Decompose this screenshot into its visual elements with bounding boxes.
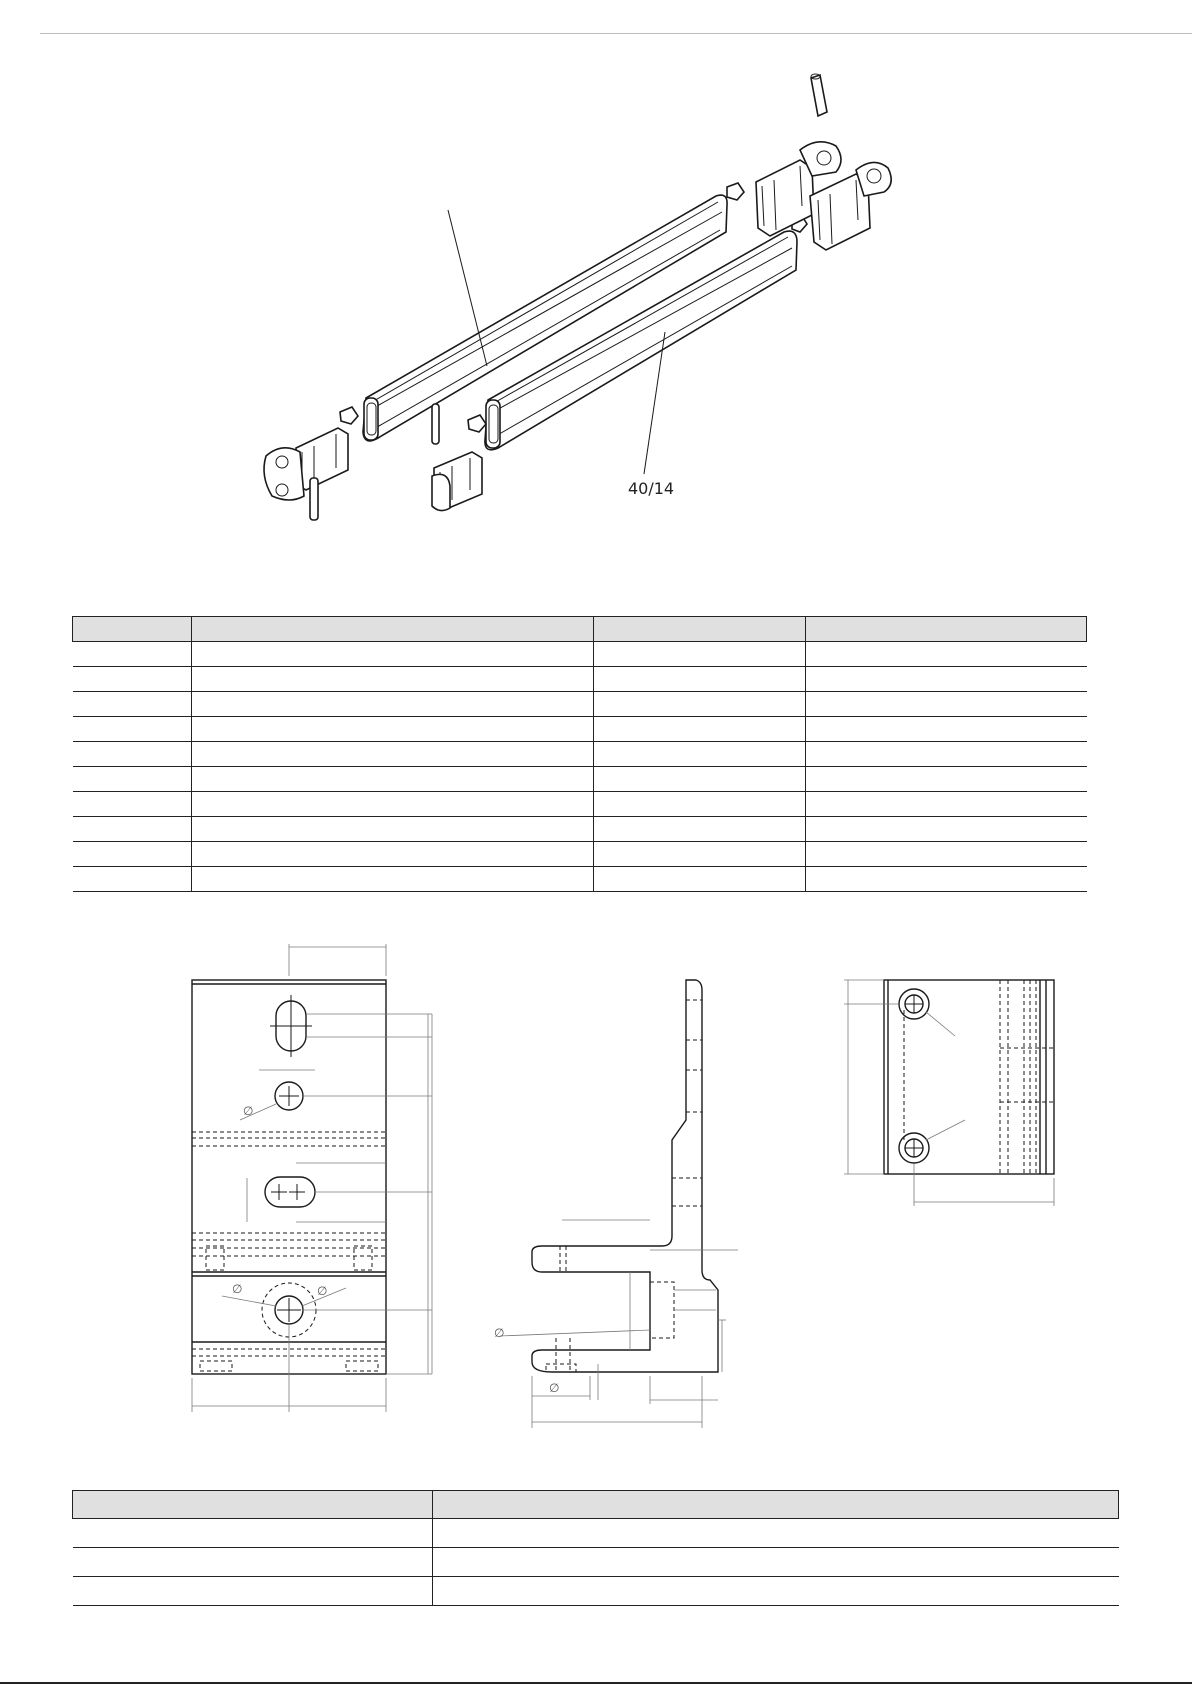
diameter-symbol: ∅	[243, 1104, 254, 1118]
table-cell	[73, 1519, 433, 1548]
callout-lower-arm: 40/14	[628, 479, 675, 498]
spec-table	[72, 1490, 1119, 1606]
diameter-symbol: ∅	[232, 1282, 243, 1296]
table-cell	[433, 1577, 1119, 1606]
bracket-top-view	[844, 980, 1054, 1206]
table-row	[73, 1577, 1119, 1606]
spec-table-header	[73, 1491, 1119, 1519]
diameter-symbol: ∅	[494, 1326, 505, 1340]
spec-col-1-header	[73, 1491, 433, 1519]
spec-col-2-header	[433, 1491, 1119, 1519]
bracket-front-view	[192, 944, 432, 1412]
diameter-symbol: ∅	[549, 1381, 560, 1395]
bottom-rule	[0, 1682, 1192, 1684]
table-cell	[73, 1548, 433, 1577]
table-row	[73, 1548, 1119, 1577]
table-cell	[433, 1548, 1119, 1577]
diameter-symbol: ∅	[317, 1284, 328, 1298]
table-cell	[433, 1519, 1119, 1548]
table-row	[73, 1519, 1119, 1548]
bracket-side-view	[500, 980, 738, 1428]
table-cell	[73, 1577, 433, 1606]
